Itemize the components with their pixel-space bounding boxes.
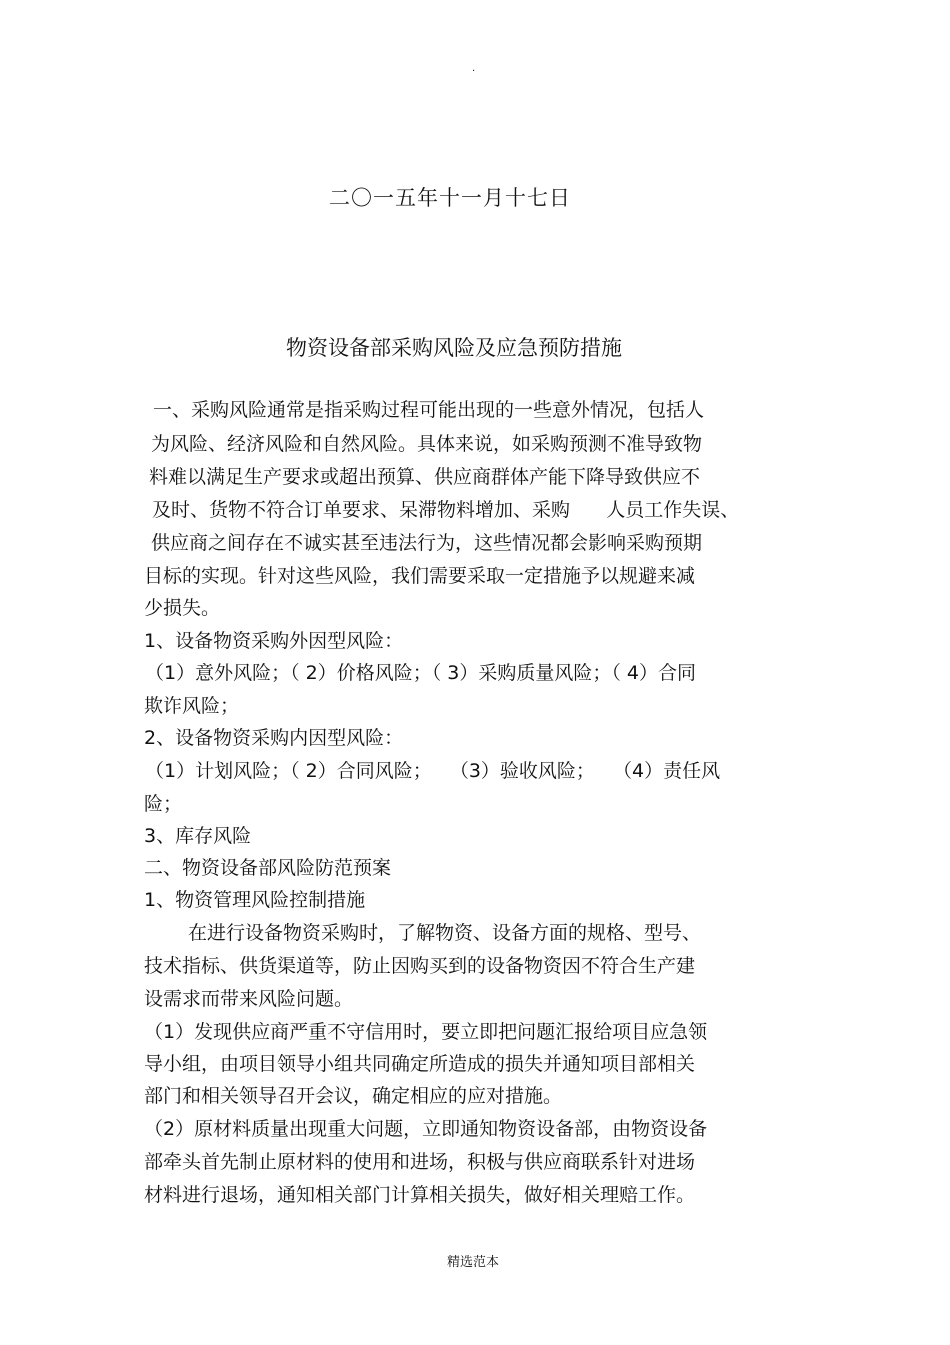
header-dot: . [472, 63, 476, 74]
body-line: 导小组，由项目领导小组共同确定所造成的损失并通知项目部相关 [144, 1053, 696, 1075]
body-line: 设需求而带来风险问题。 [144, 988, 354, 1010]
body-line: 1、物资管理风险控制措施 [144, 889, 366, 911]
document-date: 二〇一五年十一月十七日 [329, 186, 571, 210]
page-footer: 精选范本 [446, 1255, 499, 1270]
body-line: 部牵头首先制止原材料的使用和进场，积极与供应商联系针对进场 [144, 1151, 696, 1173]
body-line: 欺诈风险； [144, 695, 240, 717]
body-line: 目标的实现。针对这些风险，我们需要采取一定措施予以规避来减 [144, 565, 696, 587]
body-line: 一、采购风险通常是指采购过程可能出现的一些意外情况，包括人 [153, 399, 705, 421]
body-line: 二、物资设备部风险防范预案 [144, 857, 392, 879]
body-line: 供应商之间存在不诚实甚至违法行为，这些情况都会影响采购预期 [151, 532, 703, 554]
body-line: 在进行设备物资采购时，了解物资、设备方面的规格、型号、 [188, 922, 702, 944]
body-line: 为风险、经济风险和自然风险。具体来说，如采购预测不准导致物 [151, 433, 703, 455]
document-title: 物资设备部采购风险及应急预防措施 [286, 336, 622, 360]
body-line: （1）计划风险；（ 2）合同风险； （3）验收风险； （4）责任风 [145, 760, 721, 782]
body-line: 部门和相关领导召开会议，确定相应的应对措施。 [144, 1085, 563, 1107]
body-line: 2、设备物资采购内因型风险： [144, 727, 404, 749]
body-line: 料难以满足生产要求或超出预算、供应商群体产能下降导致供应不 [149, 466, 701, 488]
body-line: （2）原材料质量出现重大问题，立即通知物资设备部，由物资设备 [144, 1118, 708, 1140]
body-line: 材料进行退场，通知相关部门计算相关损失，做好相关理赔工作。 [144, 1184, 696, 1206]
body-line: 险； [144, 793, 183, 815]
body-line: 3、库存风险 [144, 825, 252, 847]
body-line: 少损失。 [144, 597, 221, 619]
body-line: 及时、货物不符合订单要求、呆滞物料增加、采购 人员工作失误、 [152, 499, 740, 521]
body-line: 1、设备物资采购外因型风险： [144, 630, 404, 652]
body-line: （1）发现供应商严重不守信用时，要立即把问题汇报给项目应急领 [144, 1021, 708, 1043]
body-line: 技术指标、供货渠道等，防止因购买到的设备物资因不符合生产建 [144, 955, 696, 977]
body-line: （1）意外风险；（ 2）价格风险；（ 3）采购质量风险；（ 4）合同 [145, 662, 696, 684]
